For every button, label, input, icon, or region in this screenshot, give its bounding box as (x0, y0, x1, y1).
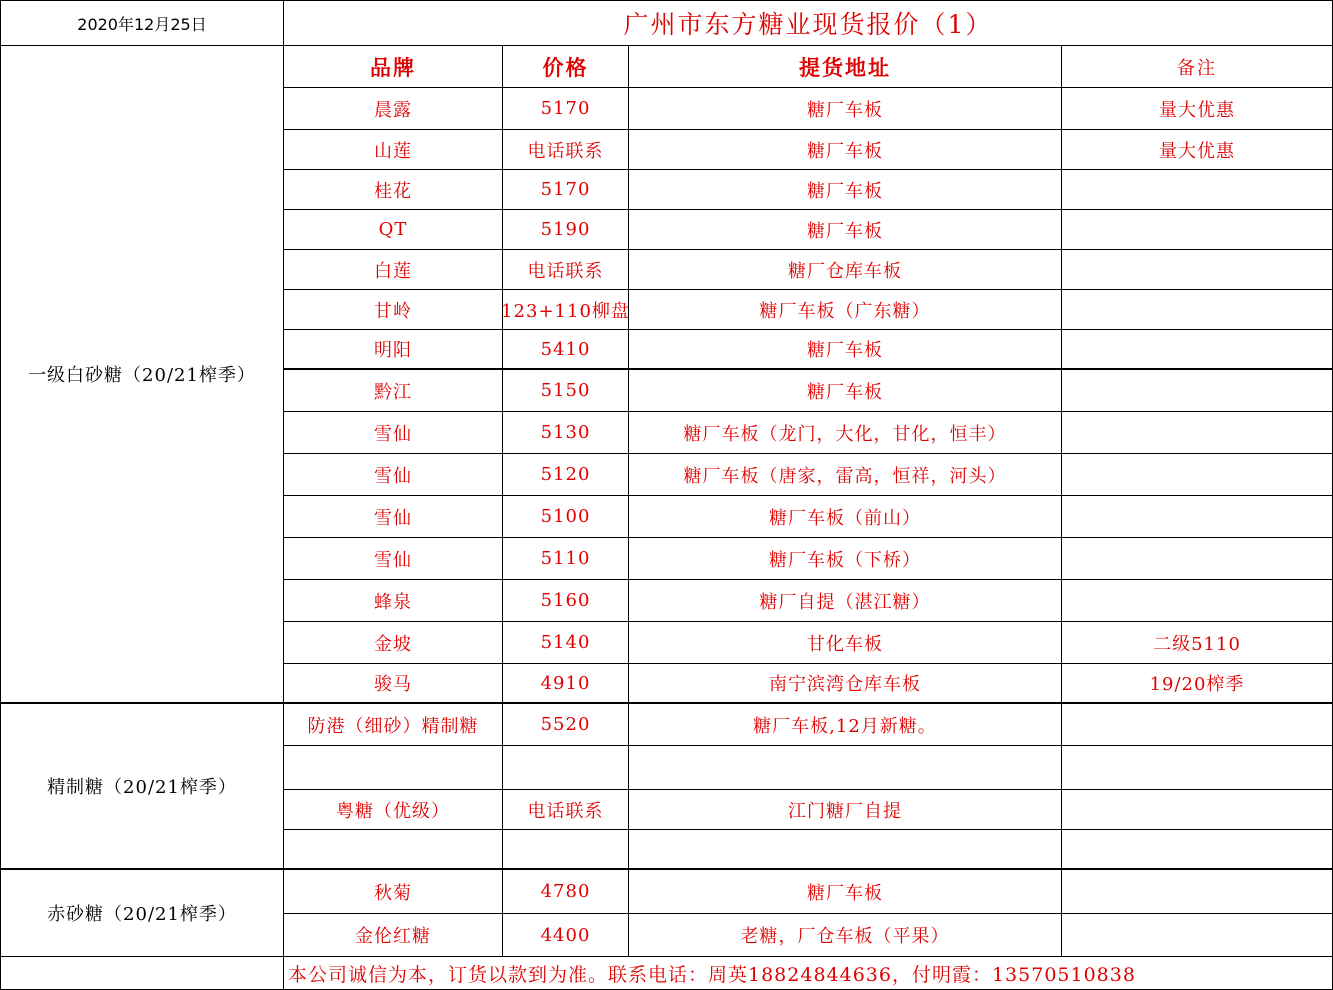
price-cell: 5160 (503, 580, 629, 622)
price-cell: 4780 (503, 870, 629, 914)
address-cell: 糖厂车板 (629, 170, 1062, 210)
address-cell: 糖厂车板（龙门，大化，甘化，恒丰） (629, 412, 1062, 454)
price-cell: 电话联系 (503, 790, 629, 830)
header-address: 提货地址 (629, 46, 1062, 88)
brand-cell: 粤糖（优级） (284, 790, 503, 830)
address-cell: 糖厂仓库车板 (629, 250, 1062, 290)
brand-cell: 明阳 (284, 330, 503, 370)
brand-cell: 金伦红糖 (284, 914, 503, 957)
address-cell: 糖厂车板 (629, 130, 1062, 170)
address-cell: 南宁滨湾仓库车板 (629, 664, 1062, 704)
note-cell (1062, 290, 1333, 330)
note-cell (1062, 330, 1333, 370)
address-cell: 老糖，厂仓车板（平果） (629, 914, 1062, 957)
note-cell: 量大优惠 (1062, 130, 1333, 170)
brand-cell: 雪仙 (284, 412, 503, 454)
note-cell (1062, 870, 1333, 914)
price-cell (503, 830, 629, 870)
price-cell (503, 746, 629, 790)
brand-cell: 晨露 (284, 88, 503, 130)
address-cell: 糖厂车板 (629, 370, 1062, 412)
price-cell: 5190 (503, 210, 629, 250)
brand-cell: 蜂泉 (284, 580, 503, 622)
header-price: 价格 (503, 46, 629, 88)
address-cell: 糖厂车板 (629, 88, 1062, 130)
header-brand: 品牌 (284, 46, 503, 88)
address-cell: 糖厂自提（湛江糖） (629, 580, 1062, 622)
brand-cell: QT (284, 210, 503, 250)
note-cell (1062, 790, 1333, 830)
price-cell: 5410 (503, 330, 629, 370)
note-cell (1062, 496, 1333, 538)
footer-spacer (0, 957, 284, 990)
address-cell: 糖厂车板（下桥） (629, 538, 1062, 580)
brand-cell: 黔江 (284, 370, 503, 412)
brand-cell: 甘岭 (284, 290, 503, 330)
note-cell (1062, 250, 1333, 290)
price-cell: 5110 (503, 538, 629, 580)
category-white-sugar: 一级白砂糖（20/21榨季） (0, 46, 284, 704)
price-cell: 4400 (503, 914, 629, 957)
brand-cell: 骏马 (284, 664, 503, 704)
note-cell (1062, 454, 1333, 496)
footer-contact: 本公司诚信为本，订货以款到为准。联系电话：周英18824844636，付明霞：13570510838 (284, 957, 1333, 990)
address-cell: 糖厂车板（唐家，雷高，恒祥，河头） (629, 454, 1062, 496)
sheet-title: 广州市东方糖业现货报价（1） (284, 0, 1333, 46)
address-cell (629, 830, 1062, 870)
category-refined-sugar: 精制糖（20/21榨季） (0, 704, 284, 870)
brand-cell (284, 830, 503, 870)
brand-cell: 防港（细砂）精制糖 (284, 704, 503, 746)
brand-cell: 雪仙 (284, 454, 503, 496)
brand-cell (284, 746, 503, 790)
brand-cell: 白莲 (284, 250, 503, 290)
note-cell (1062, 580, 1333, 622)
price-cell: 5170 (503, 88, 629, 130)
price-cell: 5130 (503, 412, 629, 454)
address-cell: 江门糖厂自提 (629, 790, 1062, 830)
address-cell: 糖厂车板,12月新糖。 (629, 704, 1062, 746)
note-cell: 量大优惠 (1062, 88, 1333, 130)
note-cell (1062, 914, 1333, 957)
note-cell: 19/20榨季 (1062, 664, 1333, 704)
price-cell: 5140 (503, 622, 629, 664)
brand-cell: 秋菊 (284, 870, 503, 914)
category-brown-sugar: 赤砂糖（20/21榨季） (0, 870, 284, 957)
note-cell (1062, 412, 1333, 454)
note-cell (1062, 704, 1333, 746)
brand-cell: 雪仙 (284, 496, 503, 538)
note-cell (1062, 170, 1333, 210)
brand-cell: 金坡 (284, 622, 503, 664)
address-cell (629, 746, 1062, 790)
note-cell (1062, 210, 1333, 250)
date-cell: 2020年12月25日 (0, 0, 284, 46)
price-cell: 123+110柳盘 (503, 290, 629, 330)
address-cell: 糖厂车板 (629, 870, 1062, 914)
note-cell (1062, 746, 1333, 790)
brand-cell: 山莲 (284, 130, 503, 170)
price-cell: 5100 (503, 496, 629, 538)
brand-cell: 雪仙 (284, 538, 503, 580)
address-cell: 糖厂车板 (629, 210, 1062, 250)
price-cell: 5170 (503, 170, 629, 210)
brand-cell: 桂花 (284, 170, 503, 210)
address-cell: 糖厂车板（广东糖） (629, 290, 1062, 330)
price-cell: 4910 (503, 664, 629, 704)
address-cell: 甘化车板 (629, 622, 1062, 664)
address-cell: 糖厂车板（前山） (629, 496, 1062, 538)
price-cell: 5120 (503, 454, 629, 496)
note-cell: 二级5110 (1062, 622, 1333, 664)
price-cell: 电话联系 (503, 250, 629, 290)
price-cell: 电话联系 (503, 130, 629, 170)
header-note: 备注 (1062, 46, 1333, 88)
price-cell: 5520 (503, 704, 629, 746)
address-cell: 糖厂车板 (629, 330, 1062, 370)
note-cell (1062, 370, 1333, 412)
note-cell (1062, 830, 1333, 870)
note-cell (1062, 538, 1333, 580)
price-cell: 5150 (503, 370, 629, 412)
